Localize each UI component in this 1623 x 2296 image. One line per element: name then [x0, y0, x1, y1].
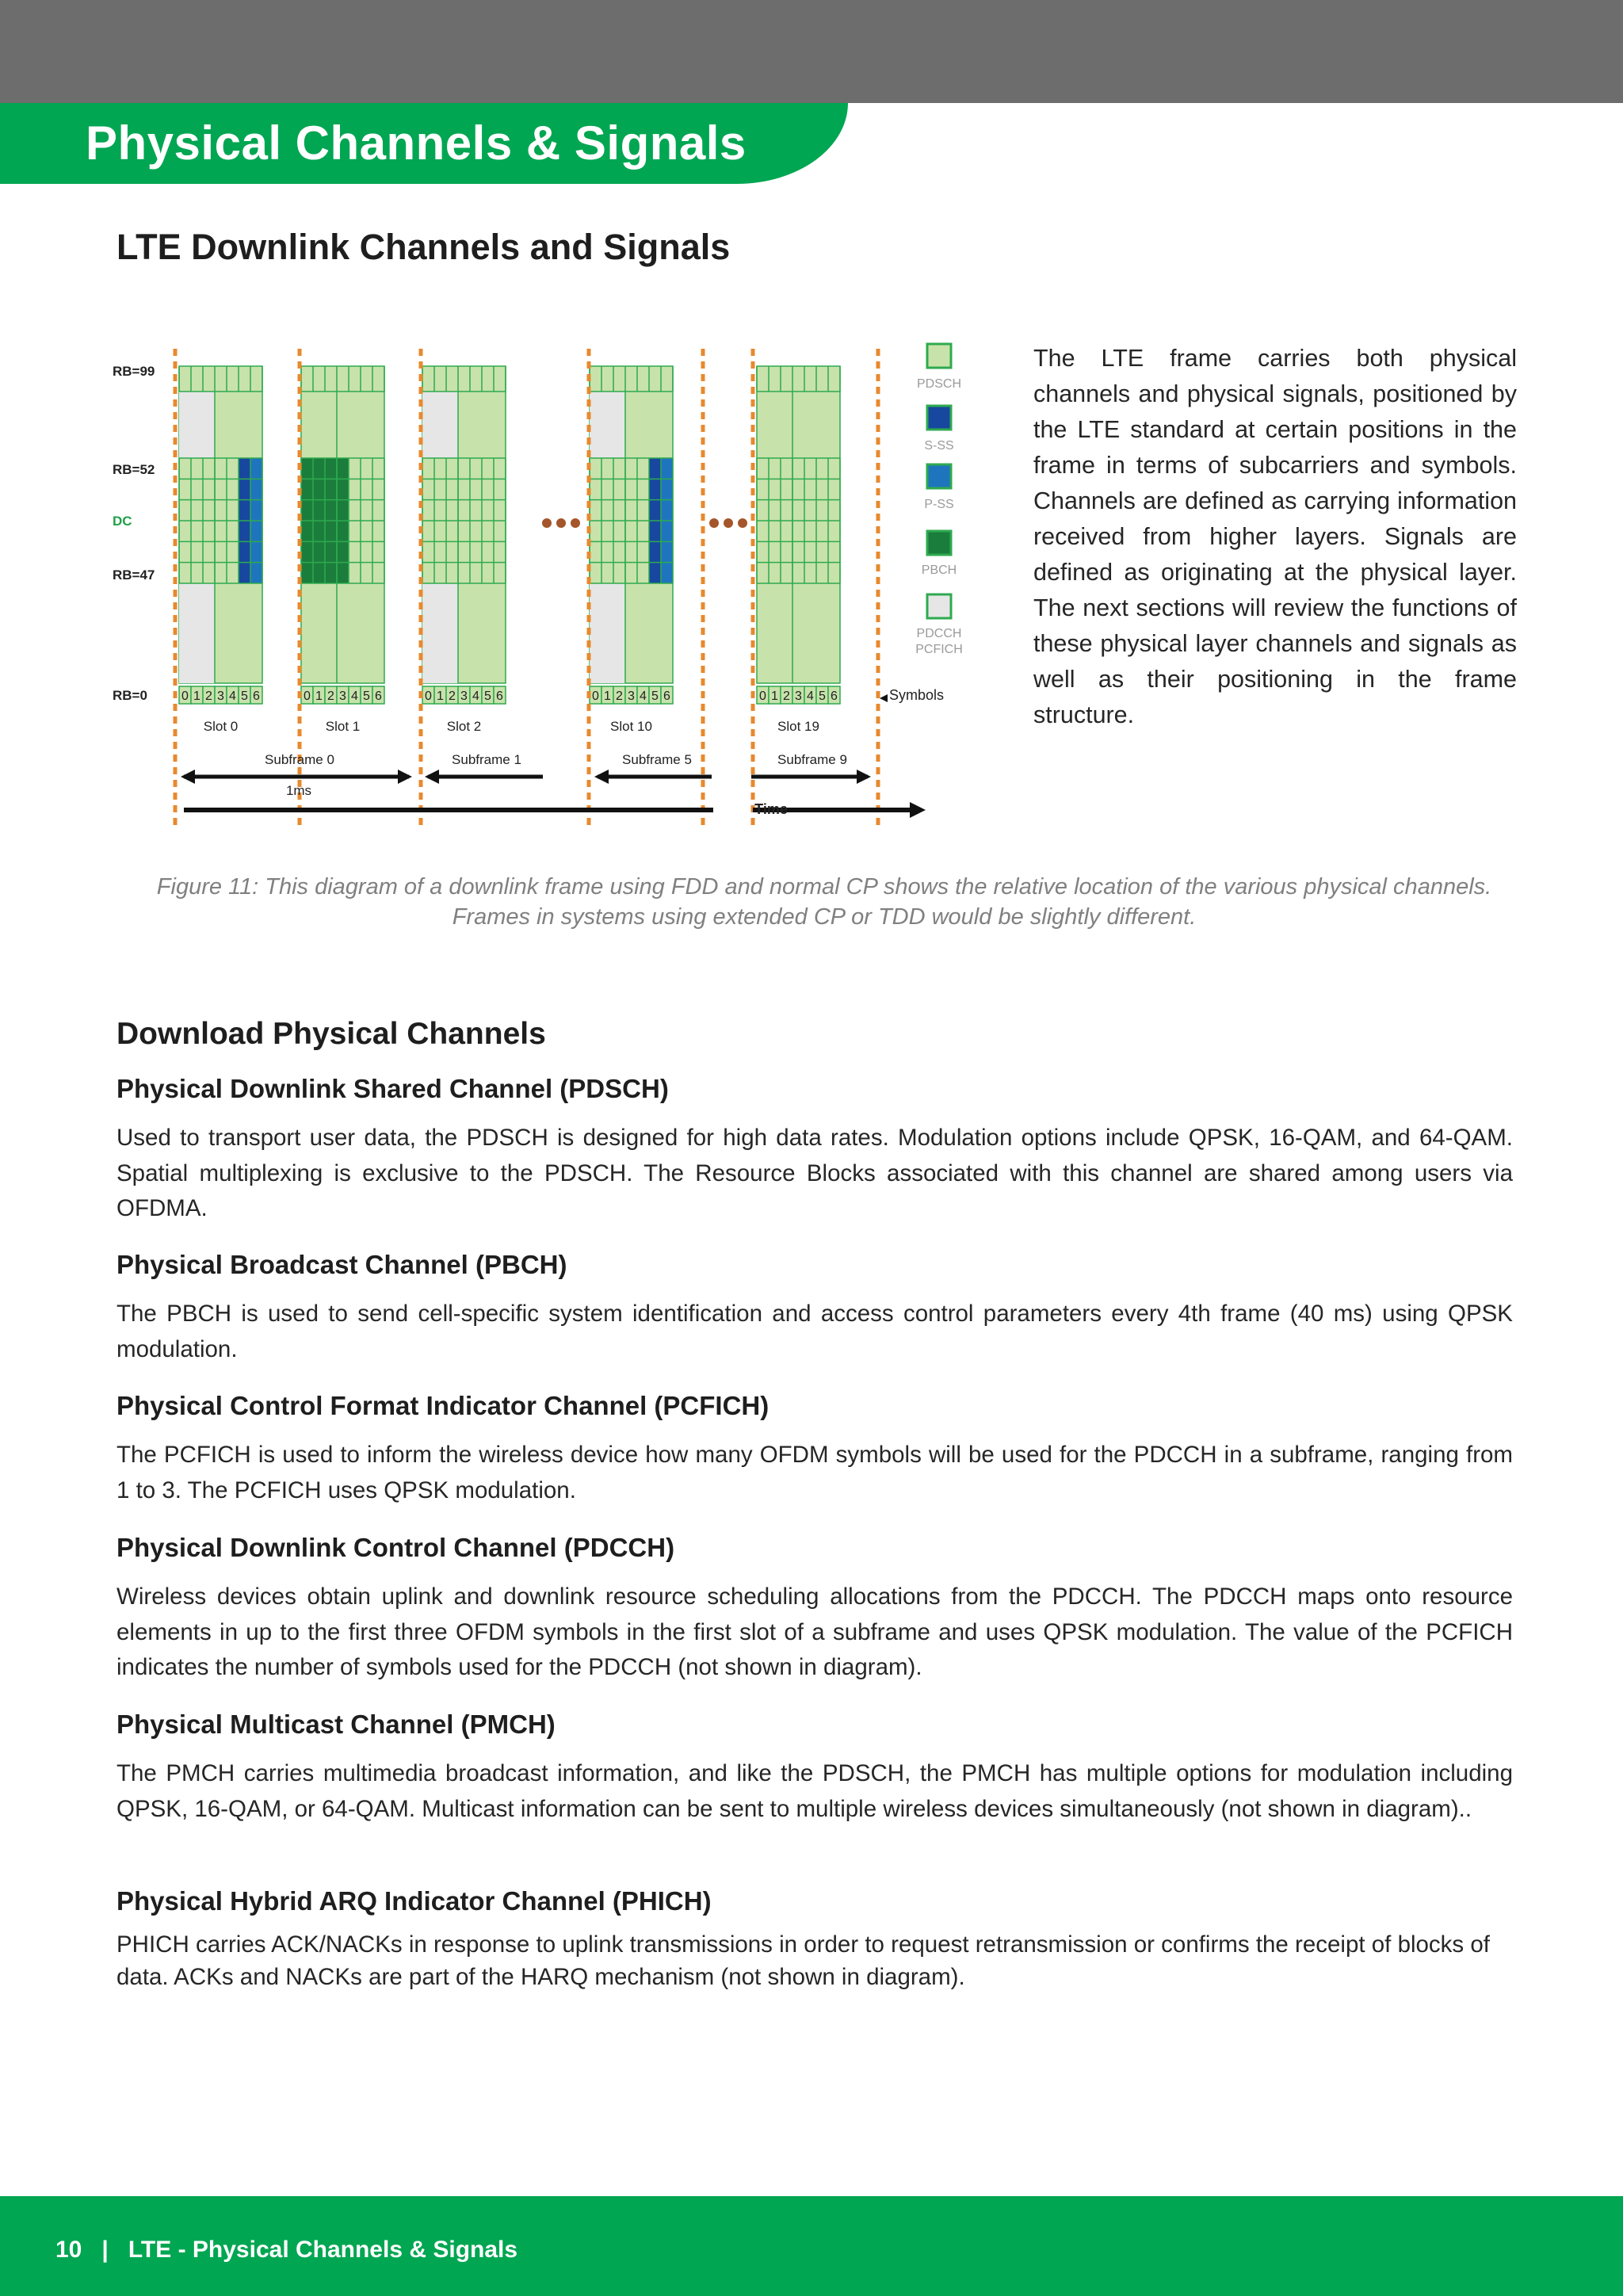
symbol-number: 2 — [449, 690, 456, 703]
pdcch-region — [179, 392, 215, 458]
channel-title: Physical Downlink Control Channel (PDCCH) — [116, 1533, 675, 1562]
channel-title: Physical Control Format Indicator Channel (PCFICH) — [116, 1391, 769, 1420]
arrow-head — [181, 770, 195, 784]
legend-swatch — [927, 464, 951, 488]
slot-label: Slot 10 — [610, 719, 652, 734]
subframe-label: Subframe 1 — [452, 752, 521, 767]
channel-pbch — [116, 1249, 1513, 1367]
subframe-label: Subframe 0 — [265, 752, 334, 767]
symbol-number: 3 — [795, 690, 802, 703]
legend-swatch — [927, 531, 951, 555]
top-bar — [0, 0, 1623, 103]
symbol-number: 6 — [253, 690, 260, 703]
rb-label: DC — [113, 514, 132, 529]
rb-label: RB=0 — [113, 688, 147, 703]
pdcch-region — [590, 392, 625, 458]
symbol-number: 0 — [304, 690, 311, 703]
pdcch-region — [422, 392, 458, 458]
symbol-number: 2 — [783, 690, 790, 703]
footer-separator: | — [101, 2237, 109, 2263]
symbol-number: 4 — [472, 690, 479, 703]
channel-title: Physical Broadcast Channel (PBCH) — [116, 1250, 567, 1279]
symbols-label: Symbols — [889, 687, 945, 703]
symbol-number: 4 — [807, 690, 814, 703]
subframe-label: Subframe 9 — [777, 752, 847, 767]
pdcch-region — [590, 583, 625, 683]
ellipsis-dot — [542, 518, 552, 528]
symbol-number: 5 — [651, 690, 659, 703]
ellipsis-dot — [709, 518, 719, 528]
symbol-number: 1 — [771, 690, 778, 703]
channel-description: Wireless devices obtain uplink and downlink resource scheduling allocations from the PDCCH. The PDCCH maps onto resource elements in up to the first three OFDM symbols in the first slot of a subframe and uses QPSK modulation. The value of the PCFICH indicates the number of symbols used for the PDCCH (not shown in diagram). — [116, 1584, 1513, 1680]
section-heading: LTE Downlink Channels and Signals — [116, 227, 731, 267]
symbol-number: 5 — [484, 690, 491, 703]
symbol-number: 4 — [640, 690, 647, 703]
slot-label: Slot 1 — [325, 719, 361, 734]
intro-paragraph: The LTE frame carries both physical channels and physical signals, positioned by the LTE standard at certain positions in the frame in terms of subcarriers and symbols. Channels are defined as carrying information received from higher layers. Signals are defined as originating at the physical layer. The next sections will review the functions of these physical layer channels and signals as well as their positioning in the frame structure. — [1033, 345, 1517, 728]
channel-description: The PBCH is used to send cell-specific system identification and access control parameters every 4th frame (40 ms) using QPSK modulation. — [116, 1301, 1513, 1362]
ellipsis-dot — [724, 518, 733, 528]
symbol-number: 0 — [181, 690, 189, 703]
legend-label: S-SS — [924, 439, 954, 453]
pdcch-region — [179, 583, 215, 683]
symbol-number: 3 — [460, 690, 468, 703]
channel-pdsch — [116, 1073, 1513, 1227]
symbol-number: 6 — [375, 690, 382, 703]
channel-pdcch — [116, 1532, 1513, 1686]
slot-label: Slot 0 — [203, 719, 239, 734]
symbol-number: 0 — [592, 690, 599, 703]
arrow-head — [857, 770, 871, 784]
channel-title: Physical Downlink Shared Channel (PDSCH) — [116, 1074, 669, 1103]
symbol-number: 6 — [663, 690, 670, 703]
symbol-number: 4 — [351, 690, 358, 703]
symbol-number: 5 — [363, 690, 370, 703]
pdcch-region — [422, 583, 458, 683]
rb-label: RB=47 — [113, 567, 155, 583]
page-number: 10 — [55, 2237, 82, 2263]
legend-label: PDCCH — [916, 627, 962, 640]
channel-pmch — [116, 1709, 1513, 1827]
arrow-head — [398, 770, 412, 784]
lte-frame-diagram — [111, 333, 991, 840]
time-label: Time — [754, 801, 788, 817]
symbol-number: 5 — [241, 690, 248, 703]
channel-description: The PMCH carries multimedia broadcast information, and like the PDSCH, the PMCH has multiple options for modulation including QPSK, 16-QAM, or 64-QAM. Multicast information can be sent to multiple wireless devices simultaneously (not shown in diagram).. — [116, 1760, 1513, 1822]
figure-caption: Figure 11: This diagram of a downlink frame using FDD and normal CP shows the relative location of the various physical channels. Frames in systems using extended CP or TDD would be slightly different. — [156, 874, 1492, 930]
footer-title: LTE - Physical Channels & Signals — [128, 2237, 518, 2263]
arrow-head — [425, 770, 439, 784]
slot-label: Slot 2 — [446, 719, 482, 734]
footer-text — [55, 2237, 517, 2264]
symbol-number: 6 — [831, 690, 838, 703]
channel-description: PHICH carries ACK/NACKs in response to uplink transmissions in order to request retransmission or confirms the receipt of blocks of data. ACKs and NACKs are part of the HARQ mechanism (not shown in diagram). — [116, 1931, 1490, 1990]
legend-swatch — [927, 344, 951, 368]
channels-heading: Download Physical Channels — [116, 1017, 546, 1051]
channel-description: Used to transport user data, the PDSCH is designed for high data rates. Modulation options include QPSK, 16-QAM, and 64-QAM. Spatial multiplexing is exclusive to the PDSCH. The Resource Blocks associated with this channel are shared among users via OFDMA. — [116, 1125, 1513, 1221]
ellipsis-dot — [738, 518, 747, 528]
arrow-head — [594, 770, 609, 784]
subframe-label: Subframe 5 — [622, 752, 692, 767]
symbol-number: 2 — [616, 690, 623, 703]
symbol-number: 2 — [205, 690, 212, 703]
symbol-number: 3 — [217, 690, 224, 703]
ellipsis-dot — [556, 518, 566, 528]
symbols-arrow-head — [880, 694, 888, 702]
symbol-number: 1 — [604, 690, 611, 703]
symbol-number: 2 — [327, 690, 334, 703]
symbol-number: 5 — [819, 690, 826, 703]
legend-swatch — [927, 594, 951, 618]
symbol-number: 1 — [437, 690, 444, 703]
page-title: Physical Channels & Signals — [86, 117, 747, 170]
symbol-number: 0 — [425, 690, 432, 703]
symbol-number: 0 — [759, 690, 766, 703]
symbol-number: 1 — [315, 690, 323, 703]
symbol-number: 1 — [193, 690, 200, 703]
symbol-number: 4 — [229, 690, 236, 703]
legend-label: PCFICH — [915, 643, 963, 656]
ellipsis-dot — [571, 518, 580, 528]
legend-label: PBCH — [921, 563, 957, 577]
symbol-number: 3 — [339, 690, 346, 703]
channel-description: The PCFICH is used to inform the wireless device how many OFDM symbols will be used for the PDCCH in a subframe, ranging from 1 to 3. The PCFICH uses QPSK modulation. — [116, 1442, 1513, 1503]
legend-label: PDSCH — [916, 377, 962, 391]
symbol-number: 6 — [496, 690, 503, 703]
channel-title: Physical Hybrid ARQ Indicator Channel (PHICH) — [116, 1886, 712, 1916]
rb-label: RB=99 — [113, 364, 155, 379]
duration-label: 1ms — [285, 783, 312, 798]
channel-phich — [116, 1885, 1513, 1993]
arrow-head — [910, 802, 926, 818]
rb-label: RB=52 — [113, 462, 155, 477]
slot-label: Slot 19 — [777, 719, 819, 734]
legend-swatch — [927, 406, 951, 430]
legend-label: P-SS — [924, 498, 954, 511]
channel-title: Physical Multicast Channel (PMCH) — [116, 1710, 556, 1739]
symbol-number: 3 — [628, 690, 635, 703]
channel-pcfich — [116, 1390, 1513, 1508]
